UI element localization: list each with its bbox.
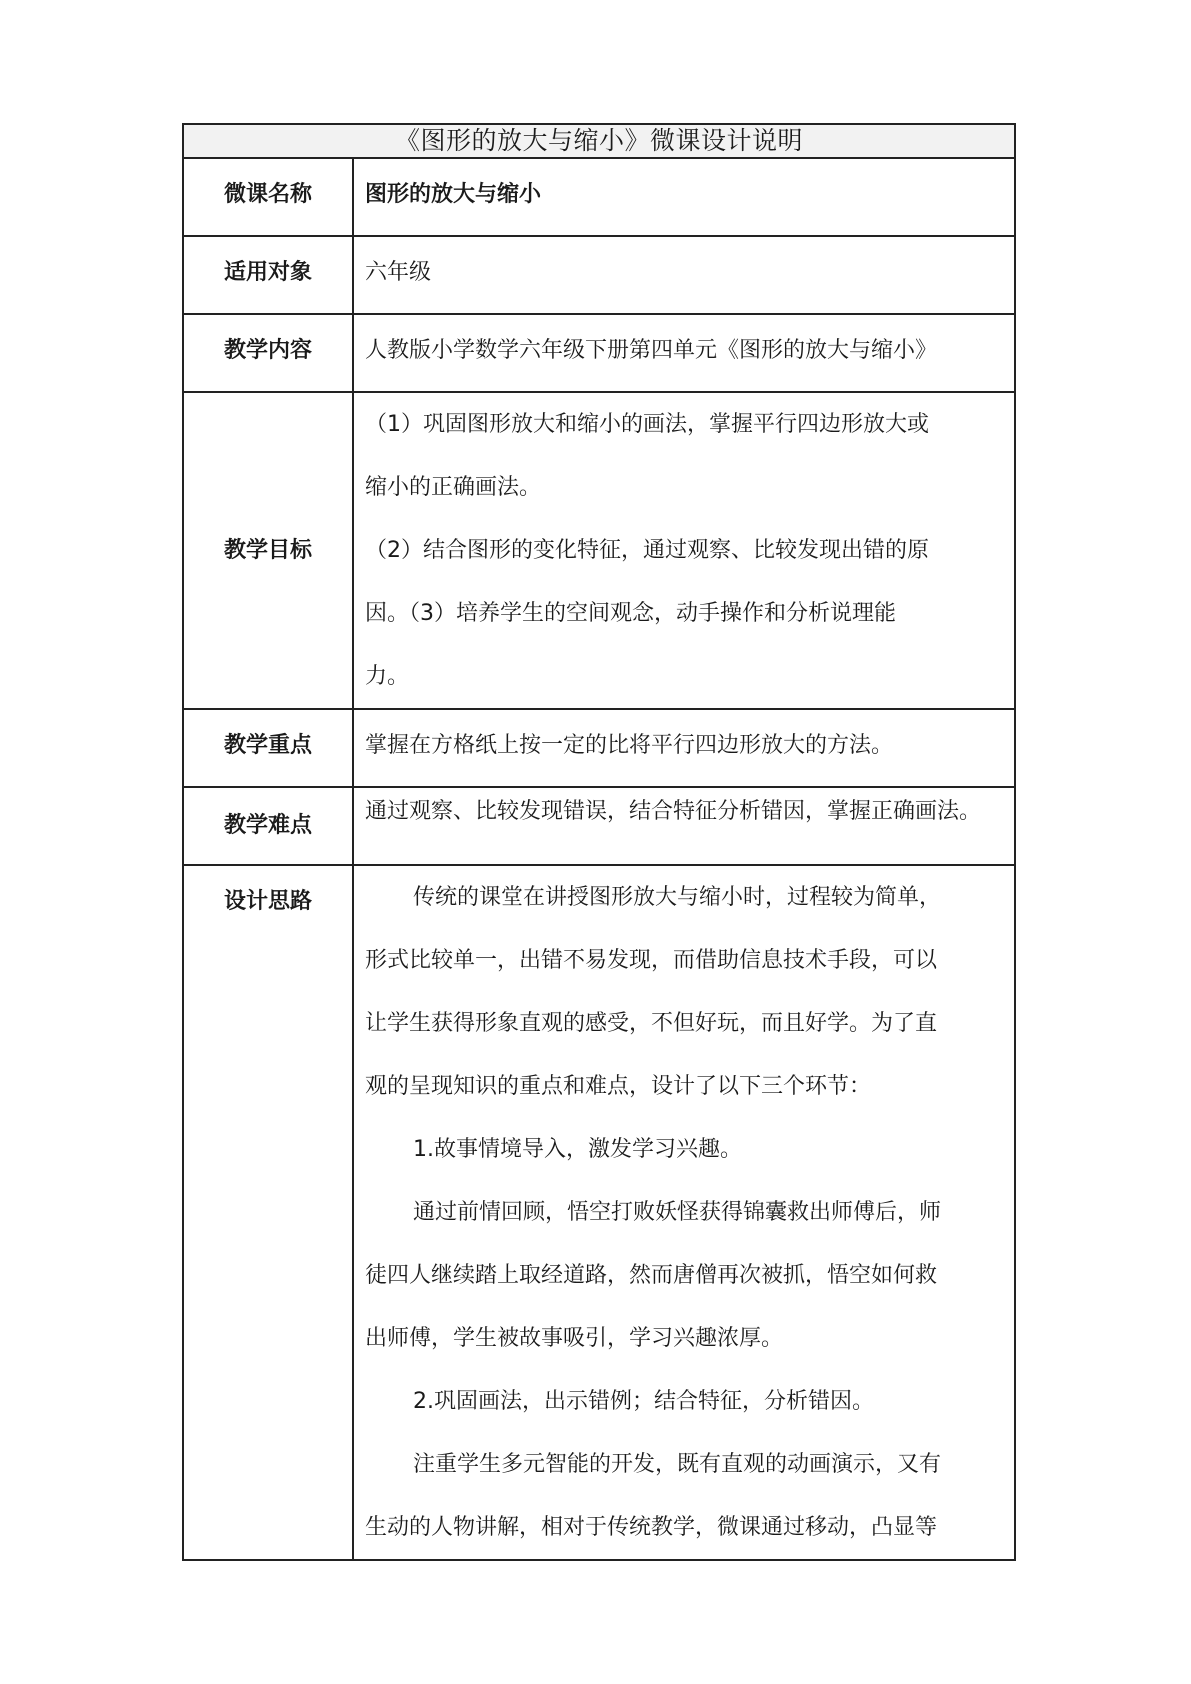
content-value: 人教版小学数学六年级下册第四单元《图形的放大与缩小》 (365, 338, 938, 363)
row-label: 教学难点 (183, 787, 353, 865)
table-row (183, 865, 1015, 1560)
table-row (183, 158, 1015, 236)
table-row (183, 787, 1015, 865)
design-table (182, 123, 1016, 1561)
course-name-value: 图形的放大与缩小 (365, 182, 542, 207)
document-title: 《图形的放大与缩小》微课设计说明 (183, 124, 1015, 158)
audience-value: 六年级 (365, 260, 432, 285)
row-label: 教学重点 (183, 709, 353, 787)
key-point-value: 掌握在方格纸上按一定的比将平行四边形放大的方法。 (365, 733, 894, 758)
table-row (183, 314, 1015, 392)
row-label: 教学内容 (183, 314, 353, 392)
row-label: 设计思路 (183, 865, 353, 1560)
row-label: 微课名称 (183, 158, 353, 236)
difficulty-value: 通过观察、比较发现错误，结合特征分析错因，掌握正确画法。 (353, 787, 1015, 865)
table-row (183, 392, 1015, 709)
table-row (183, 236, 1015, 314)
goals-text: （1）巩固图形放大和缩小的画法，掌握平行四边形放大或 缩小的正确画法。 （2）结合图形的变化特征，通过观察、比较发现出错的原 因。（3）培养学生的空间观念，动手操作和分析说理能 力。 (353, 392, 1015, 709)
table-row (183, 709, 1015, 787)
row-label: 教学目标 (223, 538, 312, 563)
row-label: 适用对象 (183, 236, 353, 314)
design-text: 传统的课堂在讲授图形放大与缩小时，过程较为简单， 形式比较单一，出错不易发现，而借助信息技术手段，可以 让学生获得形象直观的感受，不但好玩，而且好学。为了直 观的呈现知识的重点和难点，设计了以下三个环节： 1.故事情境导入，激发学习兴趣。 通过前情回顾，悟空打败妖怪获得锦囊救出师傅后，师 徒四人继续踏上取经道路，然而唐僧再次被抓，悟空如何救 出师傅，学生被故事吸引，学习兴趣浓厚。 2.巩固画法，出示错例；结合特征，分析错因。 注重学生多元智能的开发，既有直观的动画演示，又有 生动的人物讲解，相对于传统教学，微课通过移动，凸显等 (353, 865, 1015, 1560)
